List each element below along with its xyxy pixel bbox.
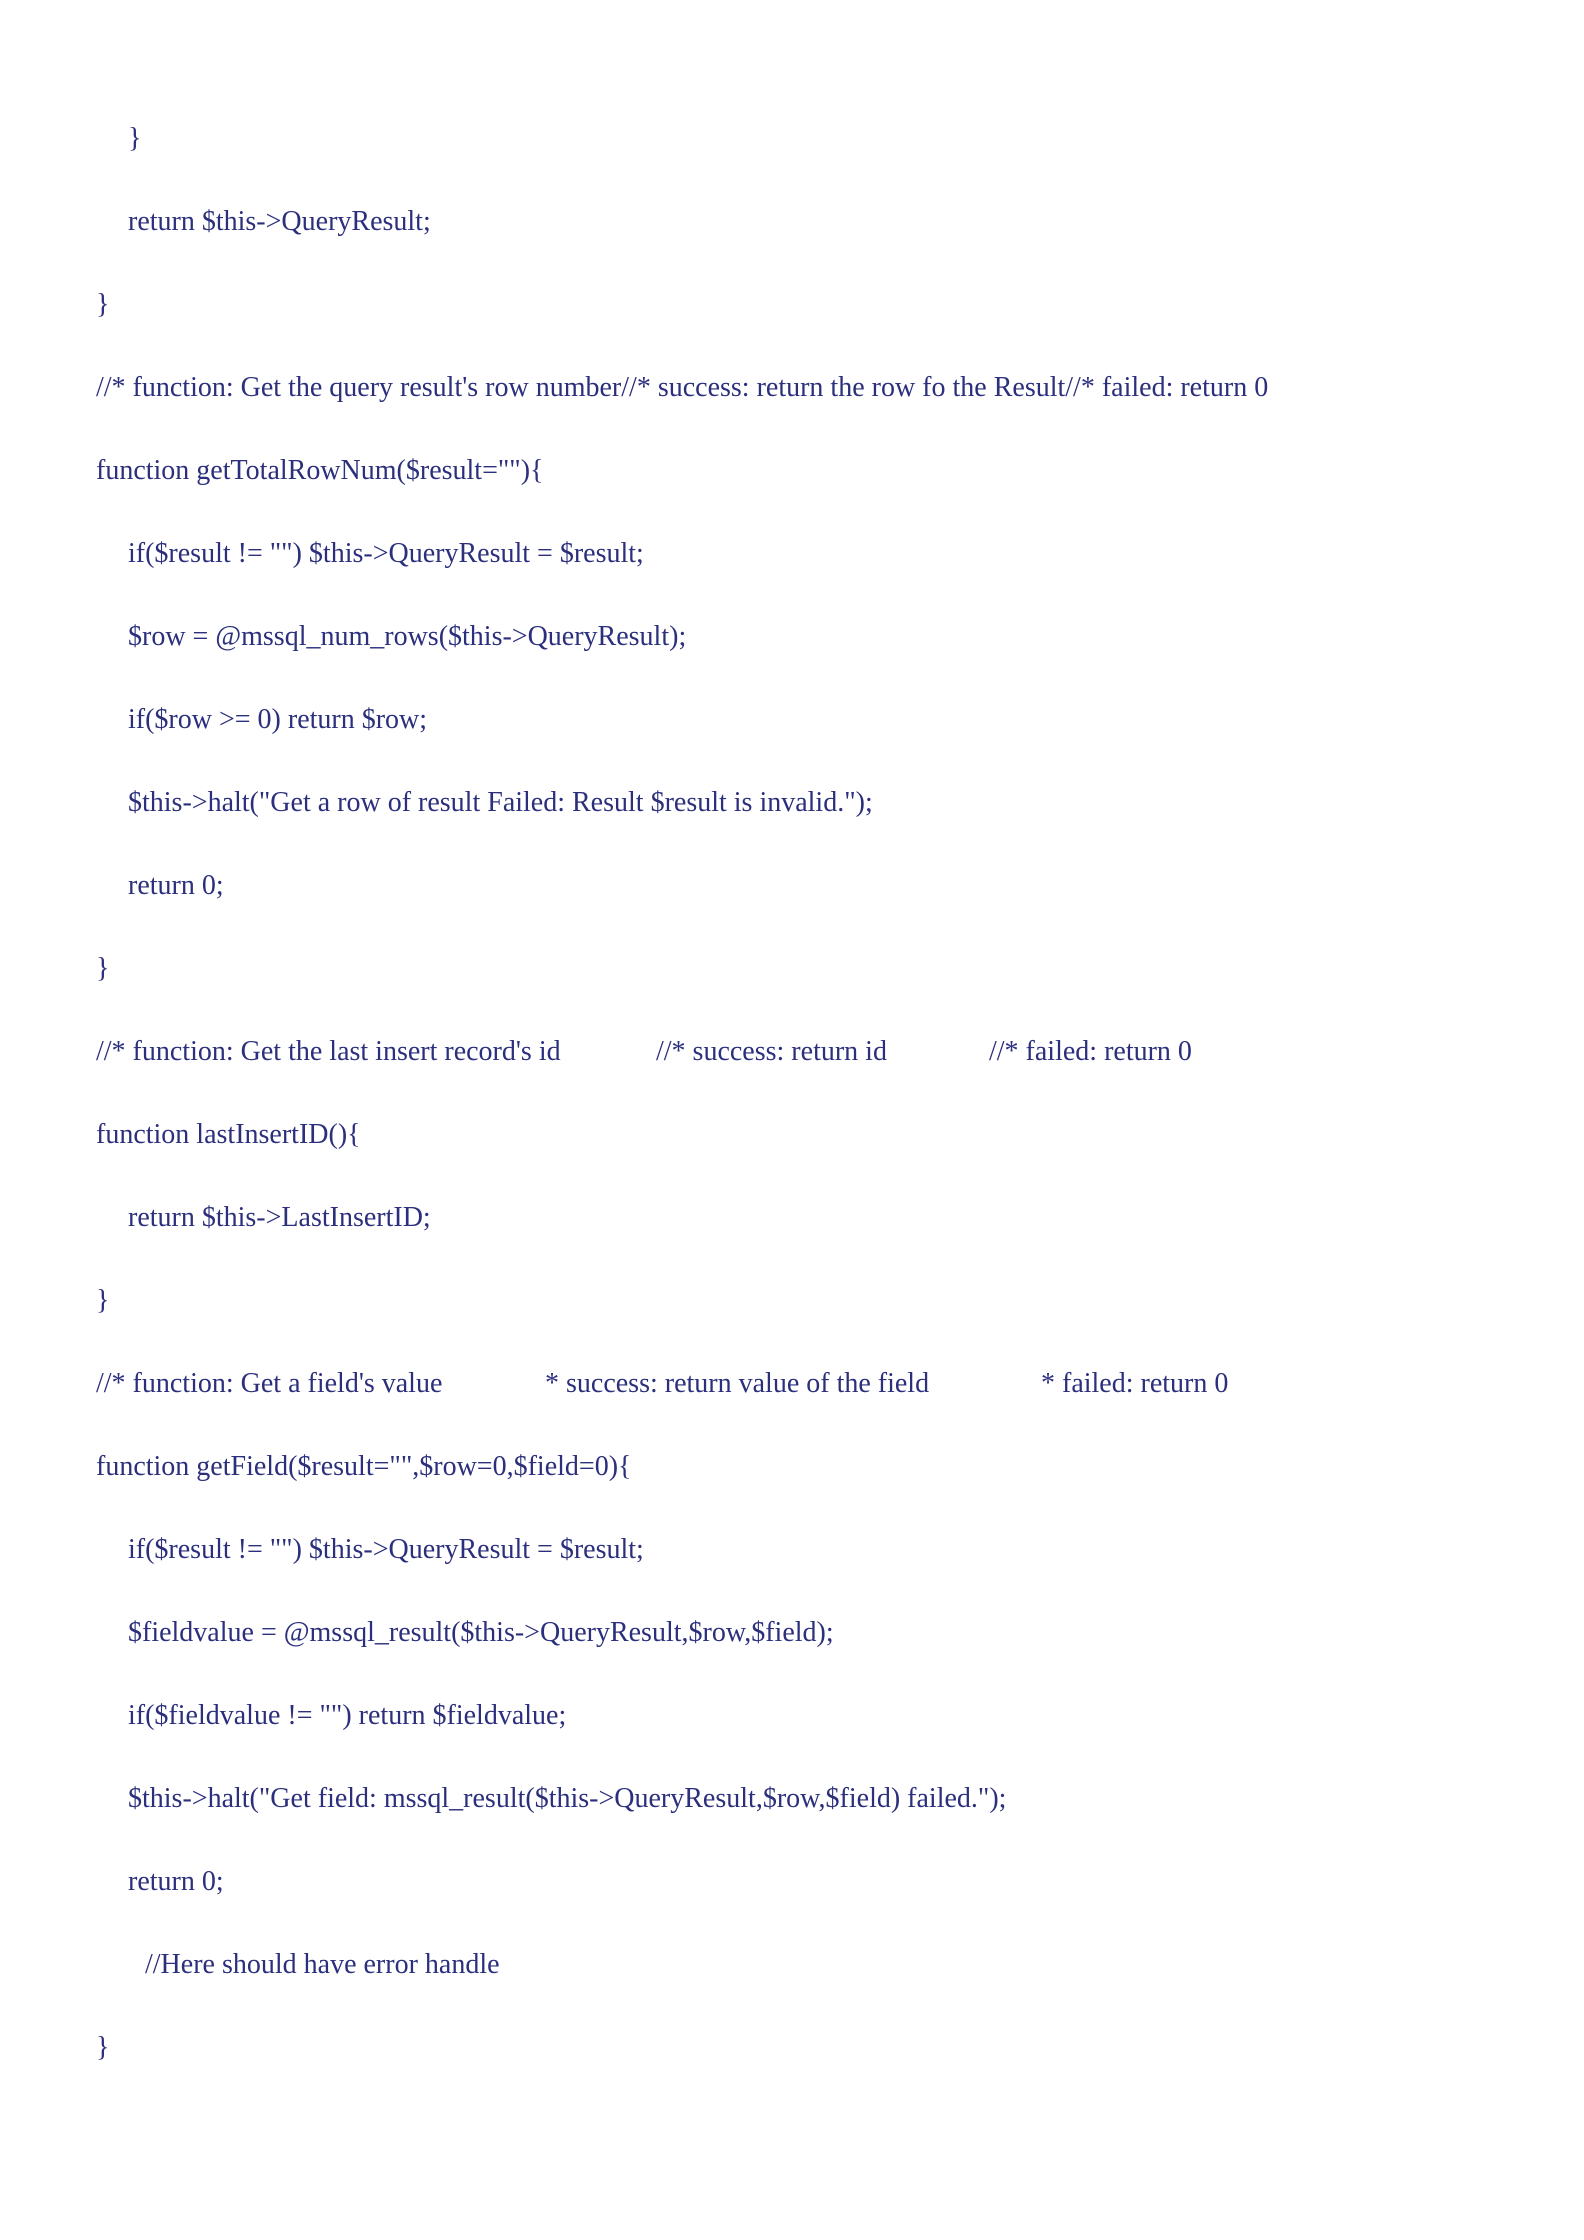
code-comment-gettotalrownum: //* function: Get the query result's row number//* success: return the row fo the Result//* failed: return 0: [96, 372, 1269, 403]
code-line-closing-brace: }: [96, 1285, 110, 1316]
comment-failed-part: * failed: return 0: [1041, 1368, 1229, 1399]
code-line-halt-row: $this->halt("Get a row of result Failed: Result $result is invalid.");: [128, 787, 873, 818]
code-comment-lastinsertid: [96, 1035, 1496, 1069]
comment-function-part: //* function: Get the last insert record's id: [96, 1036, 561, 1067]
comment-function-part: //* function: Get a field's value: [96, 1368, 443, 1399]
code-line-if-result: if($result != "") $this->QueryResult = $result;: [128, 1534, 644, 1565]
code-line-closing-brace: }: [96, 289, 110, 320]
code-line-return-lastinsertid: return $this->LastInsertID;: [128, 1202, 431, 1233]
code-line-closing-brace: }: [128, 123, 142, 154]
code-comment-error-handle: //Here should have error handle: [145, 1949, 500, 1980]
comment-success-part: * success: return value of the field: [545, 1368, 930, 1399]
code-function-lastinsertid: function lastInsertID(){: [96, 1119, 361, 1150]
code-line-fieldvalue-assign: $fieldvalue = @mssql_result($this->QueryResult,$row,$field);: [128, 1617, 834, 1648]
code-line-row-assign: $row = @mssql_num_rows($this->QueryResult);: [128, 621, 687, 652]
code-line-if-row: if($row >= 0) return $row;: [128, 704, 428, 735]
code-function-getfield: function getField($result="",$row=0,$field=0){: [96, 1451, 632, 1482]
code-comment-getfield: [96, 1367, 1496, 1401]
code-line-if-fieldvalue: if($fieldvalue != "") return $fieldvalue;: [128, 1700, 567, 1731]
code-line-return-queryresult: return $this->QueryResult;: [128, 206, 431, 237]
comment-failed-part: //* failed: return 0: [989, 1036, 1192, 1067]
code-line-halt-field: $this->halt("Get field: mssql_result($this->QueryResult,$row,$field) failed.");: [128, 1783, 1007, 1814]
code-function-gettotalrownum: function getTotalRowNum($result=""){: [96, 455, 544, 486]
code-line-return-zero: return 0;: [128, 870, 224, 901]
code-line-closing-brace: }: [96, 953, 110, 984]
code-line-closing-brace: }: [96, 2032, 110, 2063]
comment-success-part: //* success: return id: [656, 1036, 887, 1067]
code-line-if-result: if($result != "") $this->QueryResult = $result;: [128, 538, 644, 569]
code-line-return-zero: return 0;: [128, 1866, 224, 1897]
